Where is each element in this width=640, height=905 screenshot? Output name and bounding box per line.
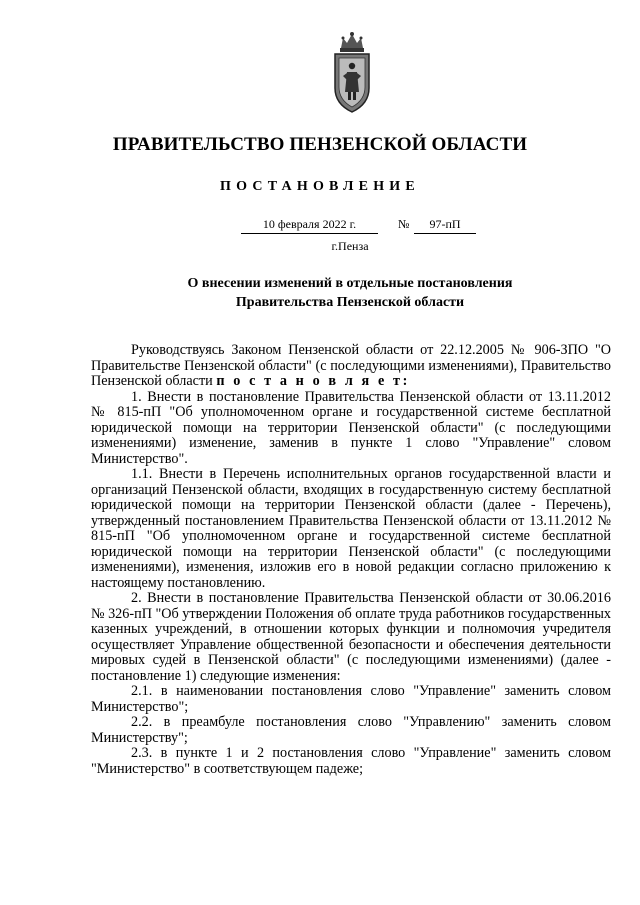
document-date: 10 февраля 2022 г. xyxy=(241,217,378,234)
paragraph-1-1: 1.1. Внести в Перечень исполнительных органов государственной власти и организаций Пензенской области, входящих в государственную систему бесплатной юридической помощи на территории Пензенской области (далее - Перечень), утвержденный постановлением Правительства Пензенской области от 13.11.2012 № 815-пП "Об уполномоченном органе и государственной системе бесплатной юридической помощи на территории Пензенской области" (с последующими изменениями), изменения, изложив его в новой редакции согласно приложению к настоящему постановлению. xyxy=(91,466,611,591)
paragraph-2-3: 2.3. в пункте 1 и 2 постановления слово "Управление" заменить словом "Министерство" в соответствующем падеже; xyxy=(91,745,611,777)
subject-line-1: О внесении изменений в отдельные постановления xyxy=(187,276,513,291)
paragraph-2-1: 2.1. в наименовании постановления слово "Управление" заменить словом Министерство"; xyxy=(91,683,611,715)
document-type: ПОСТАНОВЛЕНИЕ xyxy=(220,179,420,194)
government-title: ПРАВИТЕЛЬСТВО ПЕНЗЕНСКОЙ ОБЛАСТИ xyxy=(112,134,528,155)
paragraph-1: 1. Внести в постановление Правительства Пензенской области от 13.11.2012 № 815-пП "Об уполномоченном органе и государственной системе бесплатной юридической помощи на территории Пензенской области" (с последующими изменениями) изменение, заменив в пункте 1 слово "Управление" словом Министерство". xyxy=(91,388,611,467)
city: г.Пенза xyxy=(331,239,369,253)
document-body xyxy=(91,343,611,777)
paragraph-2: 2. Внести в постановление Правительства Пензенской области от 30.06.2016 № 326-пП "Об утверждении Положения об оплате труда работников государственных казенных учреждений, в отношении которых функции и полномочия учредителя осуществляет Управление общественной безопасности и обеспечения деятельности мировых судей в Пензенской области" (с последующими изменениями) (далее - постановление 1) следующие изменения: xyxy=(91,590,611,684)
number-sign: № xyxy=(398,217,410,231)
document-number: 97-пП xyxy=(414,217,476,234)
intro-text: Руководствуясь Законом Пензенской области от 22.12.2005 № 906-ЗПО "О Правительстве Пензенской области" (с последующими изменениями), Правительство Пензенской области xyxy=(91,342,611,389)
intro-decree-word: п о с т а н о в л я е т: xyxy=(216,373,410,389)
document-subject xyxy=(0,274,640,312)
subject-line-2: Правительства Пензенской области xyxy=(235,295,465,310)
paragraph-2-2: 2.2. в преамбуле постановления слово "Управлению" заменить словом Министерству"; xyxy=(91,714,611,746)
body-intro xyxy=(91,343,611,390)
coat-of-arms-icon xyxy=(329,30,375,114)
